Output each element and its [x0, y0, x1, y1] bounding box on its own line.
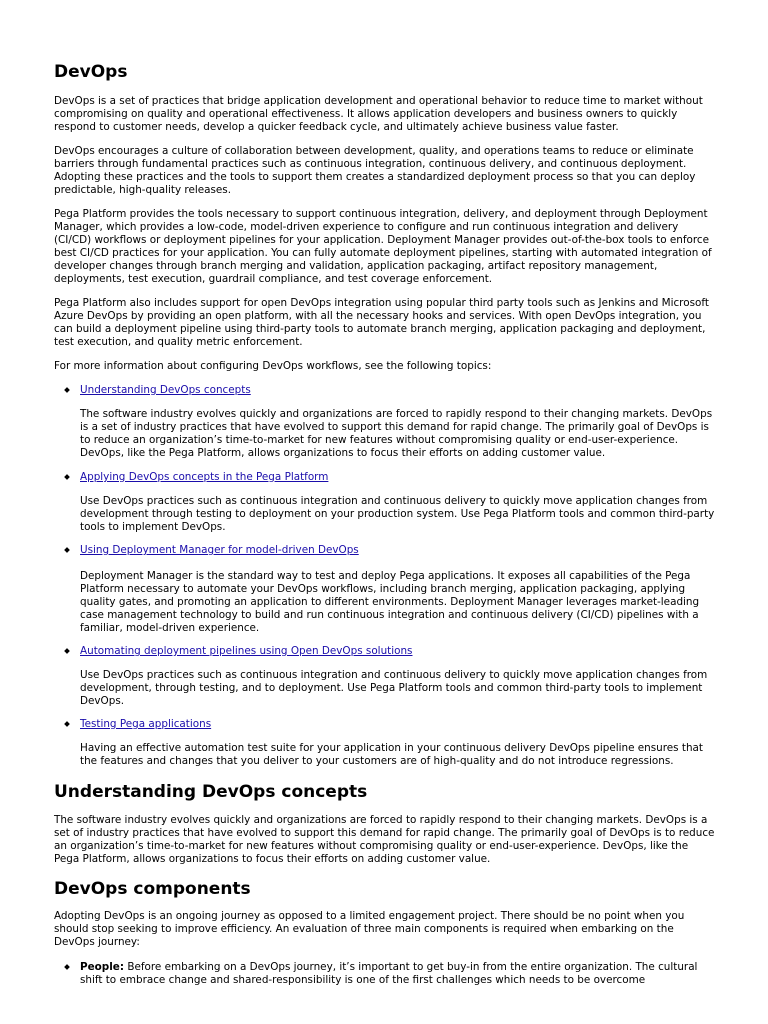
topic-link-understanding-devops[interactable]: Understanding DevOps concepts: [80, 384, 251, 396]
topic-description: Use DevOps practices such as continuous integration and continuous delivery to quickly move application changes from development, through testing, and to deployment. Use Pega Platform tools and common third-party tools to implement DevOps.: [80, 669, 708, 707]
bullet-icon: [64, 721, 70, 727]
people-label: People:: [80, 961, 125, 973]
people-text: Before embarking on a DevOps journey, it’s important to get buy-in from the entire organization. The cultural shift to embrace change and shared-responsibility is one of the first challenges which needs to be overcome: [80, 961, 698, 986]
intro-paragraph-1: DevOps is a set of practices that bridge application development and operational behavior to reduce time to market without compromising on quality and operational effectiveness. It allows application developers and business owners to quickly respond to customer needs, develop a quicker feedback cycle, and ultimately achieve business value faster.: [54, 95, 703, 133]
topic-description: Having an effective automation test suite for your application in your continuous delivery DevOps pipeline ensures that the features and changes that you deliver to your customers are of high-quality and do not introduce regressions.: [80, 742, 703, 767]
topic-link-deployment-manager[interactable]: Using Deployment Manager for model-driven DevOps: [80, 544, 359, 556]
section-heading-components: DevOps components: [54, 879, 251, 899]
topic-description: Deployment Manager is the standard way to test and deploy Pega applications. It exposes all capabilities of the Pega Platform necessary to automate your DevOps workflows, including branch merging, application packaging, applying quality gates, and promoting an application to different environments. Deployment Manager leverages market-leading case management technology to build and run continuous integration and continuous delivery (CI/CD) pipelines with a familiar, model-driven experience.: [80, 570, 700, 634]
section-body-components: Adopting DevOps is an ongoing journey as opposed to a limited engagement project. There should be no point when you should stop seeking to improve efficiency. An evaluation of three main components is required when embarking on the DevOps journey:: [54, 910, 685, 948]
intro-paragraph-5: For more information about configuring DevOps workflows, see the following topics:: [54, 360, 492, 372]
section-heading-understanding: Understanding DevOps concepts: [54, 782, 368, 802]
topic-description: Use DevOps practices such as continuous integration and continuous delivery to quickly move application changes from development through testing to deployment on your production system. Use Pega Platform tools and common third-party tools to implement DevOps.: [80, 495, 715, 533]
bullet-icon: [64, 387, 70, 393]
bullet-icon: [64, 474, 70, 480]
section-body-understanding: The software industry evolves quickly and organizations are forced to rapidly respond to their changing markets. DevOps is a set of industry practices that have evolved to support this demand for rapid change. The primarily goal of DevOps is to reduce an organization’s time-to-market for new features without compromising quality or end-user-experience. DevOps, like the Pega Platform, allows organizations to focus their efforts on adding customer value.: [54, 814, 715, 865]
bullet-icon: [64, 964, 70, 970]
intro-paragraph-3: Pega Platform provides the tools necessary to support continuous integration, delivery, and deployment through Deployment Manager, which provides a low-code, model-driven experience to configure and run continuous integration and delivery (CI/CD) workflows or deployment pipelines for your application. Deployment Manager provides out-of-the-box tools to enforce best CI/CD practices for your application. You can fully automate deployment pipelines, starting with automated integration of developer changes through branch merging and validation, application packaging, artifact repository management, deployments, test execution, guardrail compliance, and test coverage enforcement.: [54, 208, 712, 285]
intro-paragraph-2: DevOps encourages a culture of collaboration between development, quality, and operations teams to reduce or eliminate barriers through fundamental practices such as continuous integration, continuous delivery, and continuous deployment. Adopting these practices and the tools to support them creates a standardized deployment process so that you can deploy predictable, high-quality releases.: [54, 145, 696, 196]
page-title: DevOps: [54, 62, 128, 82]
topic-link-testing-pega[interactable]: Testing Pega applications: [80, 718, 212, 730]
topic-link-applying-devops[interactable]: Applying DevOps concepts in the Pega Platform: [80, 471, 329, 483]
people-item: [80, 961, 716, 987]
bullet-icon: [64, 547, 70, 553]
topic-link-open-devops[interactable]: Automating deployment pipelines using Open DevOps solutions: [80, 645, 413, 657]
bullet-icon: [64, 648, 70, 654]
intro-paragraph-4: Pega Platform also includes support for open DevOps integration using popular third party tools such as Jenkins and Microsoft Azure DevOps by providing an open platform, with all the necessary hooks and services. With open DevOps integration, you can build a deployment pipeline using third-party tools to automate branch merging, application packaging and deployment, test execution, and quality metric enforcement.: [54, 297, 709, 348]
topic-description: The software industry evolves quickly and organizations are forced to rapidly respond to their changing markets. DevOps is a set of industry practices that have evolved to support this demand for rapid change. The primarily goal of DevOps is to reduce an organization’s time-to-market for new features without compromising quality or end-user-experience. DevOps, like the Pega Platform, allows organizations to focus their efforts on adding customer value.: [80, 408, 713, 459]
